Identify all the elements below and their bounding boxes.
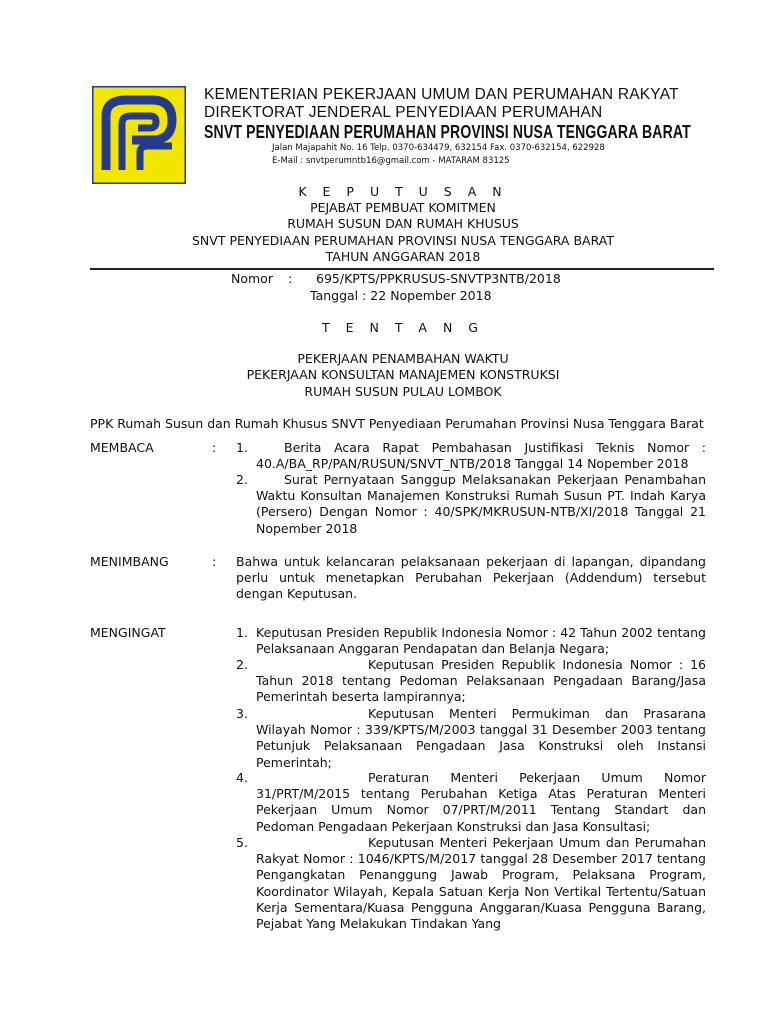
directorate-name: DIREKTORAT JENDERAL PENYEDIAAN PERUMAHAN bbox=[204, 104, 603, 121]
menimbang-text: Bahwa untuk kelancaran pelaksanaan pekerjaan di lapangan, dipandang perlu untuk menetapkan Perubahan Pekerjaan (Addendum) tersebut dengan Keputusan. bbox=[236, 554, 706, 602]
membaca-num-1: 1. bbox=[236, 440, 248, 455]
title-line-3: SNVT PENYEDIAAN PERUMAHAN PROVINSI NUSA TENGGARA BARAT bbox=[192, 233, 614, 248]
tentang-line-2: PEKERJAAN KONSULTAN MANAJEMEN KONSTRUKSI bbox=[246, 367, 560, 382]
number-label: Nomor bbox=[231, 271, 273, 286]
membaca-num-2: 2. bbox=[236, 472, 248, 487]
mengingat-num-3: 3. bbox=[236, 706, 248, 721]
membaca-colon: : bbox=[212, 440, 217, 455]
mengingat-num-1: 1. bbox=[236, 625, 248, 640]
tentang-line-3: RUMAH SUSUN PULAU LOMBOK bbox=[304, 384, 502, 399]
ministry-logo bbox=[92, 86, 186, 184]
title-line-4: TAHUN ANGGARAN 2018 bbox=[325, 249, 481, 264]
number-colon: : bbox=[288, 271, 293, 286]
intro-text: PPK Rumah Susun dan Rumah Khusus SNVT Penyediaan Perumahan Provinsi Nusa Tenggara Barat bbox=[90, 416, 704, 431]
letterhead-email: E-Mail : snvtperumntb16@gmail.com - MATARAM 83125 bbox=[272, 156, 510, 166]
unit-name: SNVT PENYEDIAAN PERUMAHAN PROVINSI NUSA TENGGARA BARAT bbox=[204, 122, 691, 142]
menimbang-colon: : bbox=[212, 554, 217, 569]
tentang-heading: T E N T A N G bbox=[322, 320, 484, 335]
title-line-2: RUMAH SUSUN DAN RUMAH KHUSUS bbox=[287, 216, 519, 231]
tentang-line-1: PEKERJAAN PENAMBAHAN WAKTU bbox=[297, 351, 509, 366]
mengingat-num-4: 4. bbox=[236, 770, 248, 785]
mengingat-item-5: Keputusan Menteri Pekerjaan Umum dan Perumahan Rakyat Nomor : 1046/KPTS/M/2017 tanggal 28 Desember 2017 tentang Pengangkatan Penanggung Jawab Program, Pelaksana Program, Koordinator Wilayah, Kepala Satuan Kerja Non Vertikal Tertentu/Satuan Kerja Sementara/Kuasa Pengguna Anggaran/Kuasa Pengguna Barang, Pejabat Yang Melakukan Tindakan Yang bbox=[256, 835, 706, 932]
mengingat-item-4: Peraturan Menteri Pekerjaan Umum Nomor 31/PRT/M/2015 tentang Perubahan Ketiga Atas Peraturan Menteri Pekerjaan Umum Nomor 07/PRT/M/2011 Tentang Standart dan Pedoman Pengadaan Pekerjaan Konstruksi dan Jasa Konsultasi; bbox=[256, 770, 706, 834]
title-divider bbox=[90, 268, 714, 270]
mengingat-item-3: Keputusan Menteri Permukiman dan Prasarana Wilayah Nomor : 339/KPTS/M/2003 tanggal 31 Desember 2003 tentang Petunjuk Pelaksanaan Pengadaan Jasa Konstruksi oleh Instansi Pemerintah; bbox=[256, 706, 706, 770]
number-value: 695/KPTS/PPKRUSUS-SNVTP3NTB/2018 bbox=[316, 271, 561, 286]
title-line-1: PEJABAT PEMBUAT KOMITMEN bbox=[310, 200, 496, 215]
title-keputusan: K E P U T U S A N bbox=[298, 184, 508, 199]
letterhead-address: Jalan Majapahit No. 16 Telp. 0370-634479, 632154 Fax. 0370-632154, 622928 bbox=[272, 143, 605, 153]
membaca-item-2: Surat Pernyataan Sanggup Melaksanakan Pekerjaan Penambahan Waktu Konsultan Manajemen Konstruksi Rumah Susun PT. Indah Karya (Persero) Dengan Nomor : 40/SPK/MKRUSUN-NTB/XI/2018 Tanggal 21 Nopember 2018 bbox=[256, 472, 706, 536]
mengingat-num-2: 2. bbox=[236, 657, 248, 672]
mengingat-item-2: Keputusan Presiden Republik Indonesia Nomor : 16 Tahun 2018 tentang Pedoman Pelaksanaan Pengadaan Barang/Jasa Pemerintah beserta lampirannya; bbox=[256, 657, 706, 705]
ministry-name: KEMENTERIAN PEKERJAAN UMUM DAN PERUMAHAN RAKYAT bbox=[204, 86, 679, 103]
membaca-label: MEMBACA bbox=[90, 440, 154, 455]
mengingat-item-1: Keputusan Presiden Republik Indonesia Nomor : 42 Tahun 2002 tentang Pelaksanaan Anggaran Pendapatan dan Belanja Negara; bbox=[256, 625, 706, 657]
menimbang-label: MENIMBANG bbox=[90, 554, 169, 569]
membaca-item-1: Berita Acara Rapat Pembahasan Justifikasi Teknis Nomor : 40.A/BA_RP/PAN/RUSUN/SNVT_NTB/2018 Tanggal 14 Nopember 2018 bbox=[256, 440, 706, 472]
decision-date: Tanggal : 22 Nopember 2018 bbox=[310, 288, 492, 303]
mengingat-label: MENGINGAT bbox=[90, 625, 166, 640]
mengingat-num-5: 5. bbox=[236, 835, 248, 850]
